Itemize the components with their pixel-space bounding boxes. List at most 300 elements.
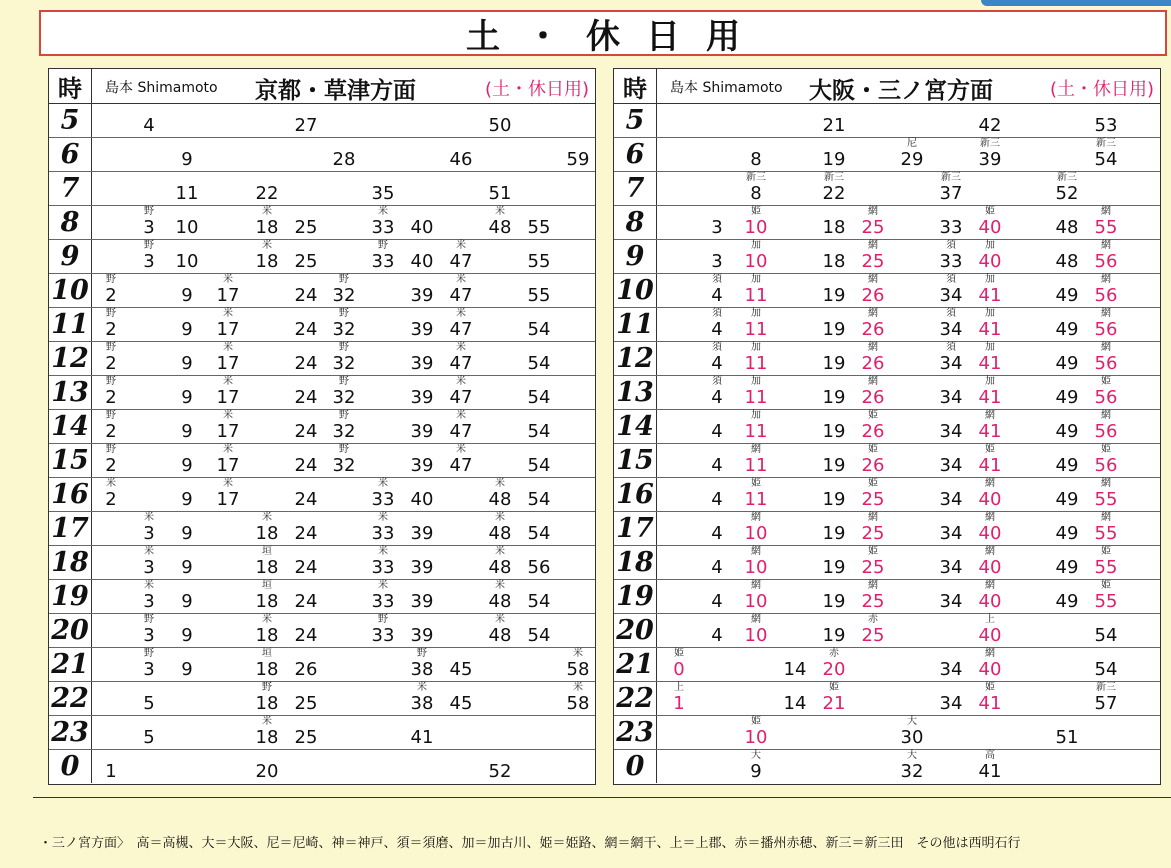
hour-number: 15 [614,444,657,477]
destination-mark: 米 [495,206,505,217]
destination-mark: 野 [106,410,116,421]
departure-minute: 27 [294,115,318,136]
departure-minute: 48 [1055,217,1079,238]
departure-minute: 11 [744,455,768,476]
departure-minute: 3 [143,591,155,612]
hour-row [614,342,1160,376]
departure [519,512,559,546]
departure [853,444,893,478]
departure-minute: 25 [861,251,885,272]
departure [363,240,403,274]
departure [519,308,559,342]
hour-number: 15 [49,444,92,477]
destination-mark: 野 [378,614,388,625]
departure-minute: 54 [1094,659,1118,680]
departure-minute: 9 [181,421,193,442]
departure [814,308,854,342]
departure-minute: 19 [822,523,846,544]
departure-minute: 19 [822,625,846,646]
hour-number: 14 [614,410,657,443]
departure-minute: 40 [978,523,1002,544]
hour-number: 22 [614,682,657,715]
departure-minute: 10 [744,591,768,612]
departure [697,546,737,580]
departure [1047,274,1087,308]
departure-minute: 18 [255,557,279,578]
departure-minute: 9 [181,353,193,374]
departure-minute: 35 [371,183,395,204]
departure [402,512,442,546]
departure-minute: 10 [744,251,768,272]
departure [286,308,326,342]
departure [286,512,326,546]
departure [814,546,854,580]
departure-minute: 56 [1094,319,1118,340]
departure [853,206,893,240]
departure [814,614,854,648]
departure-minute: 47 [449,353,473,374]
departure [931,580,971,614]
departure-minute: 19 [822,557,846,578]
departure [1086,682,1126,716]
departure-minute: 34 [939,523,963,544]
departure-minute: 41 [978,319,1002,340]
departure [167,580,207,614]
departure [1047,410,1087,444]
departure [1086,410,1126,444]
departure [247,240,287,274]
departure [736,410,776,444]
departure [167,512,207,546]
departure [402,580,442,614]
destination-mark: 須 [946,308,956,319]
departure-minute: 4 [711,625,723,646]
departure-minute: 18 [822,251,846,272]
departure-minute: 56 [1094,421,1118,442]
departure-minute: 1 [105,761,117,782]
departure [167,614,207,648]
destination-mark: 野 [106,376,116,387]
departure [697,274,737,308]
departure [167,648,207,682]
departure-minute: 17 [216,353,240,374]
departure-minute: 24 [294,387,318,408]
departure [480,750,520,784]
hour-row [614,546,1160,580]
departure [814,410,854,444]
hour-number: 20 [614,614,657,647]
departure-minute: 49 [1055,319,1079,340]
departure-minute: 10 [744,625,768,646]
departure-minute: 33 [371,591,395,612]
hour-number: 7 [614,172,657,205]
departure [1086,240,1126,274]
departure-minute: 33 [371,217,395,238]
departure [167,274,207,308]
departure [363,172,403,206]
departure-minute: 39 [410,353,434,374]
departure-minute: 10 [744,557,768,578]
destination-mark: 米 [378,580,388,591]
hour-number: 18 [49,546,92,579]
departure [853,512,893,546]
departure-minute: 46 [449,149,473,170]
departure-minute: 4 [711,455,723,476]
departure-minute: 4 [711,319,723,340]
departure [363,580,403,614]
departure [286,614,326,648]
departure-minute: 32 [332,455,356,476]
departure [736,546,776,580]
departure [129,682,169,716]
departure-minute: 17 [216,455,240,476]
departure [129,546,169,580]
departure-minute: 52 [1055,183,1079,204]
departure-minute: 25 [294,693,318,714]
destination-mark: 尼 [907,138,917,149]
departure-minute: 4 [711,387,723,408]
departure [167,546,207,580]
departure-minute: 34 [939,693,963,714]
departure-minute: 11 [744,387,768,408]
destination-mark: 姫 [985,444,995,455]
departure-minute: 19 [822,149,846,170]
departure-minute: 34 [939,659,963,680]
departure-minute: 51 [488,183,512,204]
departure-minute: 17 [216,387,240,408]
departure-minute: 8 [750,183,762,204]
departure [814,512,854,546]
departure-minute: 55 [1094,591,1118,612]
departure [441,444,481,478]
departure [970,308,1010,342]
departure-minute: 47 [449,285,473,306]
destination-mark: 米 [223,274,233,285]
departure [736,614,776,648]
departure-minute: 10 [744,217,768,238]
destination-mark: 米 [144,512,154,523]
departure-minute: 48 [488,591,512,612]
destination-mark: 野 [339,308,349,319]
departure-minute: 57 [1094,693,1118,714]
departure [91,750,131,784]
departure [480,614,520,648]
departure [324,274,364,308]
departure [167,444,207,478]
departure [519,240,559,274]
departure-minute: 25 [294,217,318,238]
departure-minute: 3 [143,625,155,646]
departure [659,648,699,682]
departure-minute: 19 [822,421,846,442]
departure-minute: 55 [1094,489,1118,510]
destination-mark: 野 [378,240,388,251]
departure [1047,512,1087,546]
departure [736,376,776,410]
departure [931,682,971,716]
departure-minute: 49 [1055,489,1079,510]
departure [441,240,481,274]
panel-header [614,69,1160,104]
destination-mark: 網 [868,240,878,251]
departure [1047,546,1087,580]
destination-mark: 米 [262,716,272,727]
departure [129,512,169,546]
departure [324,444,364,478]
departure-minute: 3 [711,217,723,238]
destination-mark: 網 [985,478,995,489]
departure [208,342,248,376]
destination-mark: 野 [339,342,349,353]
departure-minute: 3 [143,523,155,544]
destination-mark: 米 [106,478,116,489]
departure-minute: 3 [143,557,155,578]
destination-mark: 網 [751,614,761,625]
departure-minute: 55 [527,251,551,272]
departure [970,274,1010,308]
departure-minute: 40 [410,217,434,238]
destination-mark: 野 [339,410,349,421]
departure-minute: 24 [294,455,318,476]
departure-minute: 54 [527,625,551,646]
departure-minute: 8 [750,149,762,170]
schedule-banner [39,10,1167,56]
departure [91,274,131,308]
departure [775,682,815,716]
departure [441,376,481,410]
departure-minute: 2 [105,387,117,408]
hour-number: 5 [614,104,657,137]
destination-mark: 網 [1101,512,1111,523]
destination-mark: 野 [144,240,154,251]
hour-row [614,716,1160,750]
destination-mark: 米 [378,546,388,557]
banner-title: 土・休日用 [466,16,766,57]
departure-minute: 55 [1094,523,1118,544]
hour-number: 10 [49,274,92,307]
destination-mark: 姫 [751,716,761,727]
departure [853,478,893,512]
departure-minute: 49 [1055,285,1079,306]
departure-minute: 39 [410,285,434,306]
destination-mark: 網 [751,512,761,523]
departure-minute: 11 [744,489,768,510]
departure [324,138,364,172]
departure-minute: 20 [255,761,279,782]
departure [1047,444,1087,478]
hour-row [614,206,1160,240]
destination-mark: 米 [262,206,272,217]
destination-mark: 米 [262,512,272,523]
departure-minute: 10 [744,523,768,544]
departure [697,342,737,376]
departure-minute: 39 [410,387,434,408]
destination-mark: 米 [573,648,583,659]
departure [853,376,893,410]
departure [931,240,971,274]
departure [814,682,854,716]
departure [970,682,1010,716]
hour-row [614,376,1160,410]
top-accent [981,0,1171,6]
departure [736,716,776,750]
departure-minute: 24 [294,285,318,306]
destination-mark: 加 [985,240,995,251]
departure [480,104,520,138]
departure-minute: 17 [216,489,240,510]
departure [324,376,364,410]
departure-minute: 40 [410,489,434,510]
destination-mark: 姫 [868,444,878,455]
destination-mark: 野 [339,274,349,285]
departure [129,240,169,274]
hour-row [614,172,1160,206]
departure [558,682,598,716]
hour-row [49,104,595,138]
direction-title: 大阪・三ノ宮方面 [809,78,993,104]
destination-mark: 姫 [1101,444,1111,455]
hour-row [49,614,595,648]
departure-minute: 41 [978,693,1002,714]
departure [814,648,854,682]
departure [208,478,248,512]
departure [853,240,893,274]
departure [402,342,442,376]
destination-mark: 網 [985,580,995,591]
departure-minute: 42 [978,115,1002,136]
station-name: 島本 Shimamoto [105,80,218,96]
hour-number: 21 [614,648,657,681]
departure-minute: 18 [255,591,279,612]
hour-number: 12 [49,342,92,375]
departure [286,376,326,410]
departure-minute: 19 [822,319,846,340]
hour-row [49,648,595,682]
hour-row [614,274,1160,308]
destination-mark: 米 [456,376,466,387]
departure [286,580,326,614]
departure-minute: 40 [978,489,1002,510]
destination-mark: 加 [751,376,761,387]
departure [167,410,207,444]
departure-minute: 0 [673,659,685,680]
departure-minute: 41 [978,353,1002,374]
departure [931,444,971,478]
departure-minute: 9 [181,149,193,170]
departure [363,512,403,546]
hour-row [49,342,595,376]
destination-mark: 新三 [1057,172,1077,183]
departure [441,648,481,682]
destination-mark: 網 [1101,274,1111,285]
departure [697,308,737,342]
departure-minute: 41 [410,727,434,748]
departure-minute: 19 [822,455,846,476]
departure-minute: 19 [822,591,846,612]
destination-mark: 野 [339,376,349,387]
hour-number: 23 [49,716,92,749]
departure-minute: 40 [410,251,434,272]
departure-minute: 11 [744,285,768,306]
destination-mark: 米 [495,546,505,557]
departure [480,580,520,614]
departure [129,104,169,138]
departure [736,206,776,240]
destination-mark: 網 [1101,478,1111,489]
departure-minute: 2 [105,285,117,306]
departure [1047,716,1087,750]
destination-mark: 姫 [868,546,878,557]
departure-minute: 41 [978,455,1002,476]
destination-mark: 垣 [262,546,272,557]
hour-number: 20 [49,614,92,647]
departure-minute: 47 [449,387,473,408]
destination-mark: 須 [946,240,956,251]
destination-mark: 姫 [674,648,684,659]
departure-minute: 22 [255,183,279,204]
departure-minute: 11 [175,183,199,204]
departure-minute: 40 [978,557,1002,578]
departure-minute: 32 [332,421,356,442]
destination-mark: 網 [985,546,995,557]
departure-minute: 49 [1055,557,1079,578]
departure [480,546,520,580]
departure [697,376,737,410]
departure [208,376,248,410]
hour-row [49,138,595,172]
departure [286,206,326,240]
departure-minute: 48 [488,217,512,238]
departure [286,682,326,716]
hour-row [49,274,595,308]
departure-minute: 3 [711,251,723,272]
departure [736,750,776,784]
destination-mark: 姫 [985,206,995,217]
destination-mark: 上 [674,682,684,693]
hour-row [49,376,595,410]
departure [208,444,248,478]
legend-footer [33,797,1171,868]
departure [91,478,131,512]
destination-mark: 野 [106,308,116,319]
departure [519,444,559,478]
departure-minute: 2 [105,319,117,340]
departure-minute: 34 [939,591,963,612]
departure [1086,342,1126,376]
departure-minute: 45 [449,659,473,680]
destination-mark: 野 [144,614,154,625]
destination-mark: 網 [1101,410,1111,421]
departure [1047,206,1087,240]
departure-minute: 9 [181,659,193,680]
departure [931,410,971,444]
departure [970,580,1010,614]
destination-mark: 野 [144,648,154,659]
departure-minute: 56 [1094,285,1118,306]
destination-mark: 野 [417,648,427,659]
departure-minute: 21 [822,693,846,714]
departure [931,342,971,376]
departure [286,444,326,478]
departure [814,172,854,206]
destination-mark: 野 [144,206,154,217]
departure-minute: 9 [181,285,193,306]
departure [286,546,326,580]
panel-header [49,69,595,104]
departure [558,648,598,682]
departure-minute: 54 [527,353,551,374]
departure [129,648,169,682]
